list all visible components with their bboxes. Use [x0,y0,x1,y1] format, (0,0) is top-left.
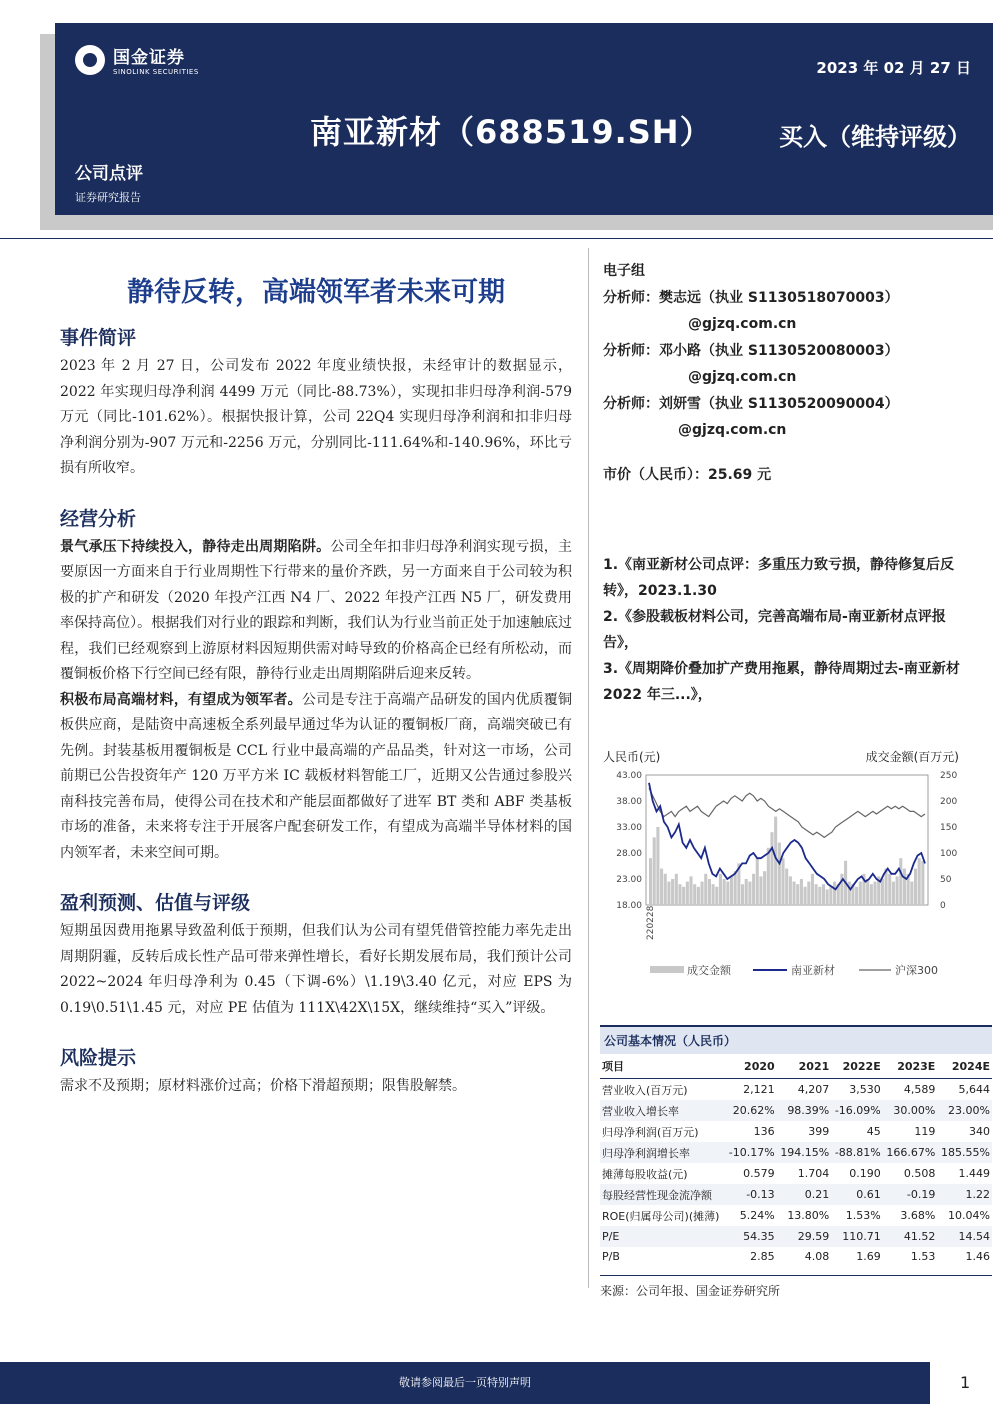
related-reports [603,552,978,708]
logo-en: SINOLINK SECURITIES [113,68,199,76]
table-cell: 1.449 [958,1167,990,1180]
page-number: 1 [960,1373,971,1392]
table-row [600,1184,992,1205]
volume-bar [763,871,766,905]
section-title: 风险提示 [60,1047,137,1069]
section-title: 经营分析 [60,507,137,530]
volume-bar [873,882,876,905]
volume-bar [826,889,829,905]
table-cell: 0.579 [743,1167,775,1180]
table-cell: -0.13 [725,1184,776,1205]
volume-bar [855,887,858,905]
table-cell: -10.17% [725,1142,776,1163]
legend-label: 沪深300 [895,964,938,977]
logo-cn: 国金证券 [113,48,185,68]
analyst-label: 分析师：樊志远（执业 S1130518070003） [603,289,899,306]
volume-bar [767,848,770,905]
table-row [600,1226,992,1247]
volume-bar [785,869,788,905]
section-paragraph [60,354,572,482]
volume-bar [885,869,888,905]
table-cell: 2,121 [743,1083,775,1096]
volume-bar [726,882,729,905]
table-cell: 54.35 [725,1226,776,1247]
table-cell: 1.53 [910,1250,936,1264]
volume-bar [748,882,751,905]
volume-bar [664,874,667,905]
table-cell: 119 [914,1125,936,1138]
index-series-line [649,788,925,837]
analyst-email[interactable]: @gjzq.com.cn [688,369,797,385]
report-link[interactable]: 3.《周期降价叠加扩产费用拖累，静待周期过去-南亚新材 2022 年三...》， [603,661,960,703]
table-cell: 1.69 [856,1250,881,1264]
volume-bar [759,876,762,905]
table-cell: 136 [753,1125,775,1138]
volume-bar [745,879,748,905]
column-header: 2021 [777,1054,832,1079]
price-chart [603,745,973,985]
report-link[interactable]: 2.《参股载板材料公司，完善高端布局-南亚新材点评报告》， [603,609,946,651]
volume-bar [756,858,759,905]
volume-bar [800,879,803,905]
volume-bar [899,858,902,905]
table-cell: 30.00% [883,1100,938,1121]
analyst-email[interactable]: @gjzq.com.cn [688,316,797,332]
table-cell: 45 [866,1125,881,1138]
table-cell: 1.46 [965,1250,990,1264]
paragraph-text: 公司全年扣非归母净利润实现亏损，主要原因一方面来自于行业周期性下行带来的量价齐跌，另一方面来自于公司较为积极的扩产和研发（2020 年投产江西 N4 厂、2022 年投产江西 N5 厂，研发费用率保持高位）。根据我们对行业的跟踪和判断，我们认为行业当前正处于加速触底过程，我们已经观察到上游原材料因短期供需对峙导致的价格高企已经有所松动，而覆铜板价格下行空间已经有限，静待行业走出周期陷阱后迎来反转。 [60,538,573,682]
section-paragraph [60,1074,572,1100]
table-cell: 194.15% [777,1142,832,1163]
report-link[interactable]: 1.《南亚新材公司点评：多重压力致亏损，静待修复后反转》，2023.1.30 [603,557,955,599]
legend-swatch-volume [650,966,684,973]
legend-label: 南亚新材 [791,964,835,977]
table-cell: 0.21 [777,1184,832,1205]
table-cell: ROE(归属母公司)(摊薄) [602,1209,720,1223]
table-row [600,1205,992,1226]
volume-bar [896,876,899,905]
volume-bar [667,882,670,905]
volume-bar [730,876,733,905]
y-tick-right: 100 [940,849,958,859]
table-cell: 3,530 [849,1083,881,1096]
volume-bar [723,879,726,905]
analyst-info [603,258,983,484]
volume-bar [888,874,891,905]
table-cell: 4,589 [903,1083,936,1096]
table-cell: 1.53% [845,1209,881,1222]
y-tick-right: 200 [940,797,958,807]
table-cell: 185.55% [937,1142,992,1163]
main-column [60,270,572,1100]
table-cell: 29.59 [777,1226,832,1247]
analyst-label: 分析师：邓小路（执业 S1130520080003） [603,342,899,359]
table-cell: 2.85 [750,1250,775,1264]
volume-bar [770,832,773,905]
column-header: 2022E [831,1054,882,1079]
table-cell: 98.39% [777,1100,832,1121]
table-row [600,1100,992,1121]
paragraph-text: 需求不及预期；原材料涨价过高；价格下滑超预期；限售股解禁。 [60,1078,466,1094]
analyst-email[interactable]: @gjzq.com.cn [678,422,787,438]
volume-bar [793,882,796,905]
table-cell: 4,207 [797,1083,830,1096]
section-title: 盈利预测、估值与评级 [60,892,251,914]
volume-bar [815,884,818,905]
table-cell: 340 [969,1125,990,1138]
volume-bar [712,884,715,905]
volume-bar [675,874,678,905]
paragraph-lead: 积极布局高端材料，有望成为领军者。 [60,691,302,708]
section-paragraph [60,688,572,867]
volume-bar [719,874,722,905]
rating: 买入（维持评级） [779,123,971,151]
table-cell: 4.08 [804,1250,830,1264]
table-cell: P/B [602,1250,620,1264]
company-basics [600,1025,992,1299]
table-cell: 3.68% [900,1209,936,1222]
y-tick-left: 43.00 [616,771,642,781]
table-cell: 1.22 [937,1184,992,1205]
table-cell: 营业收入(百万元) [602,1083,688,1097]
analyst-block [603,285,983,444]
volume-bar [678,884,681,905]
chart-ylabel-right: 成交金额(百万元) [865,750,959,764]
headline: 静待反转，高端领军者未来可期 [127,277,505,308]
volume-bar [918,858,921,905]
column-header: 2023E [883,1054,938,1079]
volume-bar [811,874,814,905]
table-cell: 0.508 [903,1167,936,1180]
volume-bar [804,887,807,905]
table-title: 公司基本情况（人民币） [600,1025,992,1054]
y-tick-left: 38.00 [616,797,642,807]
report-subtitle: 证券研究报告 [75,191,141,204]
volume-bar [866,879,869,905]
table-cell: 0.61 [831,1184,882,1205]
volume-bar [870,884,873,905]
table-cell: 14.54 [937,1226,992,1247]
report-type: 公司点评 [75,164,143,184]
table-cell: 399 [808,1125,830,1138]
table-cell: 20.62% [725,1100,776,1121]
section-paragraph [60,535,572,688]
column-header: 项目 [600,1054,725,1079]
volume-bar [708,879,711,905]
y-tick-right: 250 [940,771,958,781]
volume-bar [781,858,784,905]
y-tick-right: 50 [940,875,952,885]
divider [0,238,993,239]
volume-bar [660,869,663,905]
volume-bar [704,874,707,905]
column-divider [588,248,589,1288]
table-cell: 5.24% [739,1209,775,1222]
table-cell: 23.00% [937,1100,992,1121]
y-tick-right: 150 [940,823,958,833]
volume-bar [649,858,652,905]
stock-title: 南亚新材（688519.SH） [310,113,713,151]
volume-bar [697,887,700,905]
table-cell: 5,644 [958,1083,990,1096]
volume-bar [892,882,895,905]
table-cell: 13.80% [787,1209,830,1222]
volume-bar [752,874,755,905]
table-cell: 41.52 [883,1226,938,1247]
analyst-label: 分析师：刘妍雪（执业 S1130520090004） [603,395,899,412]
volume-bar [910,882,913,905]
table-row [600,1079,992,1101]
table-cell: -0.19 [883,1184,938,1205]
table-row [600,1247,992,1268]
financial-table [600,1054,992,1267]
column-header: 2020 [725,1054,776,1079]
table-cell: 1.704 [797,1167,830,1180]
volume-bar [653,837,656,905]
chart-ylabel-left: 人民币(元) [603,750,661,764]
y-tick-right: 0 [940,901,946,911]
table-cell: 10.04% [948,1209,990,1222]
volume-bar [881,879,884,905]
volume-bar [778,843,781,905]
table-cell: 营业收入增长率 [600,1100,725,1121]
table-cell: 摊薄每股收益(元) [602,1167,688,1181]
table-cell: -88.81% [831,1142,882,1163]
volume-bar [833,882,836,905]
y-tick-left: 18.00 [616,901,642,911]
footer-banner: 敬请参阅最后一页特别声明 [0,1362,930,1404]
volume-bar [822,884,825,905]
paragraph-text: 短期虽因费用拖累导致盈利低于预期，但我们认为公司有望凭借管控能力率先走出周期阴霾，反转后成长性产品可带来弹性增长，看好长期发展布局，我们预计公司 2022~2024 年归母净利为 0.45（下调-6%）\1.19\3.40 亿元，对应 EPS 为 0.19\0.51\1.45 元，对应 PE 估值为 111X\42X\15X，继续维持“买入”评级。 [60,923,572,1016]
volume-bar [701,882,704,905]
table-row [600,1121,992,1142]
y-tick-left: 33.00 [616,823,642,833]
volume-bar [789,876,792,905]
table-row [600,1163,992,1184]
paragraph-lead: 景气承压下持续投入，静待走出周期陷阱。 [60,538,331,555]
volume-bar [689,876,692,905]
volume-bar [682,887,685,905]
volume-bar [921,861,924,905]
volume-bar [859,882,862,905]
volume-bar [693,884,696,905]
volume-bar [903,869,906,905]
market-price: 市价（人民币）：25.69 元 [603,466,772,483]
x-tick-label: 220228 [646,905,656,940]
table-cell: 166.67% [883,1142,938,1163]
volume-bar [686,882,689,905]
table-cell: -16.09% [831,1100,882,1121]
volume-bar [656,827,659,905]
table-cell: 归母净利润(百万元) [602,1125,699,1139]
report-header [55,23,993,215]
y-tick-left: 28.00 [616,849,642,859]
volume-bar [796,884,799,905]
volume-bar [734,871,737,905]
volume-bar [914,869,917,905]
logo-icon [75,45,105,75]
paragraph-text: 2023 年 2 月 27 日，公司发布 2022 年度业绩快报，未经审计的数据显示，2022 年实现归母净利润 4499 万元（同比-88.73%），实现扣非归母净利润-579 万元（同比-101.62%）。根据快报计算，公司 22Q4 实现归母净利润和扣非归母净利润分别为-907 万元和-2256 万元，分别同比-111.64%和-140.96%，环比亏损有所收窄。 [60,358,572,476]
volume-bar [671,879,674,905]
section-title: 事件简评 [60,327,137,349]
volume-bar [807,882,810,905]
volume-bar [715,887,718,905]
table-cell: 每股经营性现金流净额 [600,1184,725,1205]
column-header: 2024E [937,1054,992,1079]
y-tick-left: 23.00 [616,875,642,885]
volume-bar [741,884,744,905]
table-cell: 0.190 [849,1167,881,1180]
volume-bar [818,887,821,905]
report-date: 2023 年 02 月 27 日 [816,59,971,77]
legend-label: 成交金额 [687,964,731,977]
volume-bar [829,887,832,905]
section-paragraph [60,919,572,1021]
table-row [600,1142,992,1163]
table-source: 来源：公司年报、国金证券研究所 [600,1275,992,1299]
table-cell: 归母净利润增长率 [600,1142,725,1163]
paragraph-text: 公司是专注于高端产品研发的国内优质覆铜板供应商，是陆资中高速板全系列最早通过华为认证的覆铜板厂商，高端突破已有先例。封装基板用覆铜板是 CCL 行业中最高端的产品品类，针对这一市场，公司前期已公告投资年产 120 万平方米 IC 载板材料智能工厂，近期又公告通过参股兴南科技完善布局，使得公司在技术和产能层面都做好了进军 BT 类和 ABF 类基板市场的准备，未来将专注于开展客户配套研发工作，有望成为高端半导体材料的国内领军者，未来空间可期。 [60,691,573,861]
table-cell: P/E [600,1226,725,1247]
group-name: 电子组 [603,263,645,279]
table-cell: 110.71 [831,1226,882,1247]
company-logo [75,43,199,76]
